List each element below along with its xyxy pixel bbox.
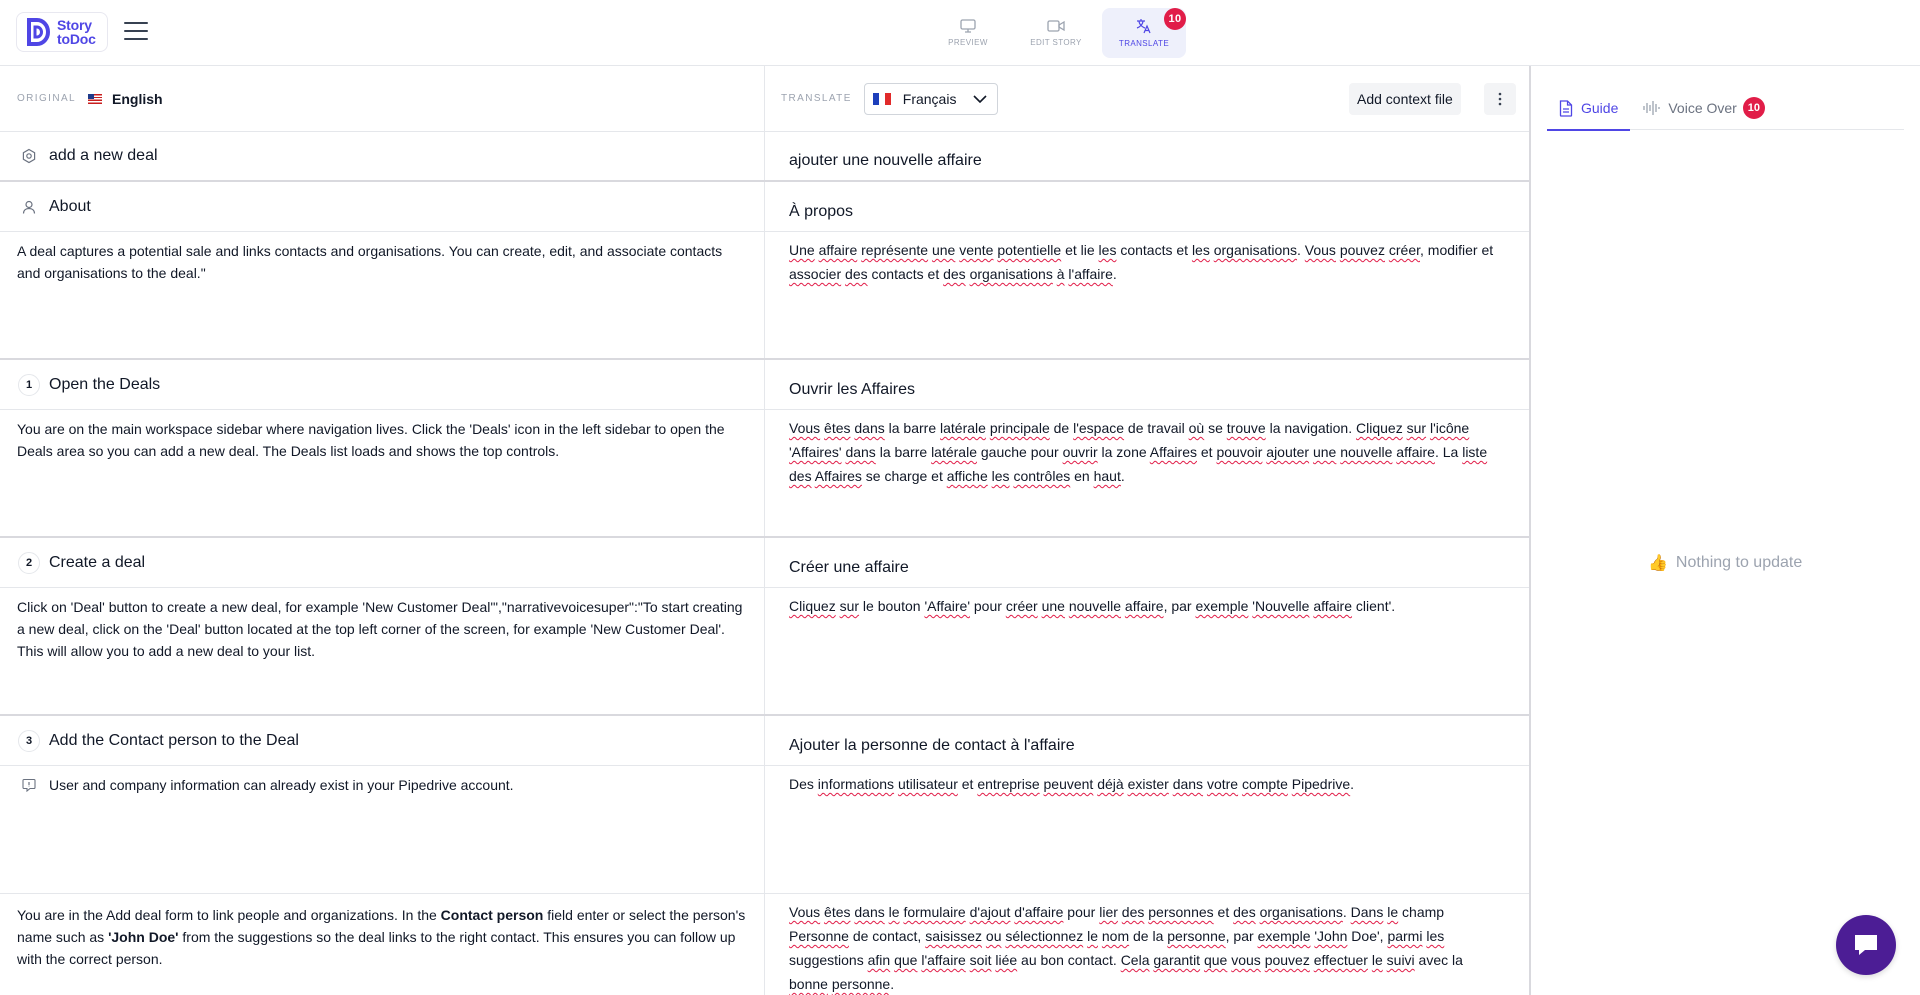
mode-switcher xyxy=(926,8,1186,58)
step3-note-translated: Des informations utilisateur et entreprise peuvent déjà exister dans votre compte Pipedrive. xyxy=(789,776,1355,792)
title-translated: ajouter une nouvelle affaire xyxy=(789,152,982,169)
step3-note-original: User and company information can already exist in your Pipedrive account. xyxy=(49,777,514,793)
about-body-original: A deal captures a potential sale and links contacts and organisations. You can create, edit, and associate contacts and organisations to the deal." xyxy=(17,243,723,281)
table-header xyxy=(0,66,1529,132)
translate-count-badge: 10 xyxy=(1164,8,1186,30)
chat-icon xyxy=(1852,932,1880,958)
logo-line-2: toDoc xyxy=(57,31,96,47)
translation-table xyxy=(0,66,1531,995)
document-icon xyxy=(1559,100,1573,117)
step-number: 2 xyxy=(18,552,40,574)
tab-guide-label: Guide xyxy=(1581,100,1619,116)
translated-cell[interactable] xyxy=(765,588,1529,714)
mode-translate-label: TRANSLATE xyxy=(1118,39,1170,48)
tab-voice-over-label: Voice Over xyxy=(1668,100,1737,116)
translated-cell[interactable] xyxy=(765,410,1529,536)
step3-title-translated: Ajouter la personne de contact à l'affaire xyxy=(789,736,1075,754)
step3-body-translated: Vous êtes dans le formulaire d'ajout d'affaire pour lier des personnes et des organisations. Dans le champ Personne de contact, saisissez ou sélectionnez le nom de la personne, par exemple 'John Doe', parmi les suggestions afin que l'affaire soit liée au bon contact. Cela garantit que vous pouvez effectuer le suivi avec la bonne personne. xyxy=(789,904,1463,992)
empty-state xyxy=(1648,553,1802,573)
waveform-icon xyxy=(1642,100,1660,116)
original-cell[interactable] xyxy=(0,360,765,409)
translated-cell[interactable] xyxy=(765,182,1529,231)
translated-cell[interactable] xyxy=(765,894,1529,995)
step-number: 1 xyxy=(18,374,40,396)
translated-cell[interactable] xyxy=(765,538,1529,587)
original-cell[interactable] xyxy=(0,182,765,231)
settings-icon xyxy=(17,144,41,168)
step3-title-original: Add the Contact person to the Deal xyxy=(49,731,299,749)
translated-cell[interactable] xyxy=(765,716,1529,765)
table-row xyxy=(0,360,1529,410)
monitor-icon xyxy=(960,19,976,33)
translated-cell[interactable] xyxy=(765,132,1529,180)
target-language-value: Français xyxy=(902,90,957,107)
step2-body-translated: Cliquez sur le bouton 'Affaire' pour créer une nouvelle affaire, par exemple 'Nouvelle affaire client'. xyxy=(789,598,1396,614)
about-translated: À propos xyxy=(789,202,854,220)
table-row xyxy=(0,716,1529,766)
original-cell[interactable] xyxy=(0,716,765,765)
table-row xyxy=(0,894,1529,995)
chat-launcher-button[interactable] xyxy=(1836,915,1896,975)
step1-title-translated: Ouvrir les Affaires xyxy=(789,380,915,398)
thumbs-up-icon: 👍 xyxy=(1648,555,1668,572)
step1-title-original: Open the Deals xyxy=(49,375,161,393)
more-options-icon[interactable] xyxy=(1484,83,1516,115)
original-cell[interactable] xyxy=(0,588,765,714)
fr-flag-icon xyxy=(873,93,891,105)
step1-body-original: You are on the main workspace sidebar where navigation lives. Click the 'Deals' icon in the left sidebar to open the Deals area so you can add a new deal. The Deals list loads and shows the top controls. xyxy=(17,421,725,459)
table-row xyxy=(0,182,1529,232)
us-flag-icon xyxy=(88,94,102,104)
step2-title-original: Create a deal xyxy=(49,553,146,571)
table-row xyxy=(0,766,1529,894)
user-icon xyxy=(17,195,41,219)
step-number: 3 xyxy=(18,730,40,752)
about-body-translated: Une affaire représente une vente potentielle et lie les contacts et les organisations. Vous pouvez créer, modifier et associer des contacts et des organisations à l'affaire. xyxy=(789,242,1494,282)
mode-edit-story[interactable] xyxy=(1014,8,1098,58)
logo-text xyxy=(57,18,96,46)
mode-translate[interactable] xyxy=(1102,8,1186,58)
translated-cell[interactable] xyxy=(765,360,1529,409)
app-logo[interactable] xyxy=(16,12,108,52)
translated-cell[interactable] xyxy=(765,232,1529,358)
title-original: add a new deal xyxy=(49,147,158,164)
translate-header xyxy=(765,66,1529,131)
tab-guide[interactable] xyxy=(1547,86,1630,130)
empty-state-text: Nothing to update xyxy=(1675,554,1803,571)
table-row xyxy=(0,410,1529,538)
translate-caps-label: TRANSLATE xyxy=(781,93,852,104)
voice-over-count-badge: 10 xyxy=(1743,97,1765,119)
original-cell[interactable] xyxy=(0,410,765,536)
original-cell[interactable] xyxy=(0,766,765,893)
step1-body-translated: Vous êtes dans la barre latérale principale de l'espace de travail où se trouve la navigation. Cliquez sur l'icône 'Affaires' dans la barre latérale gauche pour ouvrir la zone Affaires et pouvoir ajouter une nouvelle affaire. La liste des Affaires se charge et affiche les contrôles en haut. xyxy=(789,420,1488,484)
step3-body-original: You are in the Add deal form to link people and organizations. In the Contact person field enter or select the person's name such as 'John Doe' from the suggestions so the deal links to the right contact. This ensures you can follow up with the correct person. xyxy=(17,907,746,967)
table-row xyxy=(0,232,1529,360)
original-cell[interactable] xyxy=(0,232,765,358)
table-row xyxy=(0,538,1529,588)
original-caps-label: ORIGINAL xyxy=(17,93,76,104)
step2-body-original: Click on 'Deal' button to create a new deal, for example 'New Customer Deal'","narrativevoicesuper":"To start creating a new deal, click on the 'Deal' button located at the top left corner of the screen, for example 'New Customer Deal'. This will allow you to add a new deal to your list. xyxy=(17,599,743,659)
tab-voice-over[interactable] xyxy=(1630,86,1776,130)
target-language-select[interactable] xyxy=(864,83,998,115)
table-row xyxy=(0,132,1529,182)
original-header xyxy=(0,66,765,131)
translate-icon xyxy=(1136,18,1152,34)
side-panel xyxy=(1533,66,1920,995)
video-icon xyxy=(1047,19,1065,33)
logo-mark-icon xyxy=(25,17,51,47)
mode-preview[interactable] xyxy=(926,8,1010,58)
about-original: About xyxy=(49,197,91,215)
menu-icon[interactable] xyxy=(124,22,148,42)
translated-cell[interactable] xyxy=(765,766,1529,893)
original-cell[interactable] xyxy=(0,538,765,587)
chevron-down-icon xyxy=(973,95,987,103)
mode-preview-label: PREVIEW xyxy=(948,38,988,47)
comment-icon xyxy=(17,774,41,796)
top-bar xyxy=(0,0,1920,66)
original-cell[interactable] xyxy=(0,894,765,995)
mode-edit-story-label: EDIT STORY xyxy=(1030,38,1082,47)
step2-title-translated: Créer une affaire xyxy=(789,558,909,576)
table-row xyxy=(0,588,1529,716)
logo-line-1: Story xyxy=(57,17,92,33)
add-context-file-button[interactable]: Add context file xyxy=(1349,83,1461,115)
side-tabs xyxy=(1547,86,1904,130)
original-cell[interactable] xyxy=(0,132,765,180)
original-language: English xyxy=(112,90,163,107)
